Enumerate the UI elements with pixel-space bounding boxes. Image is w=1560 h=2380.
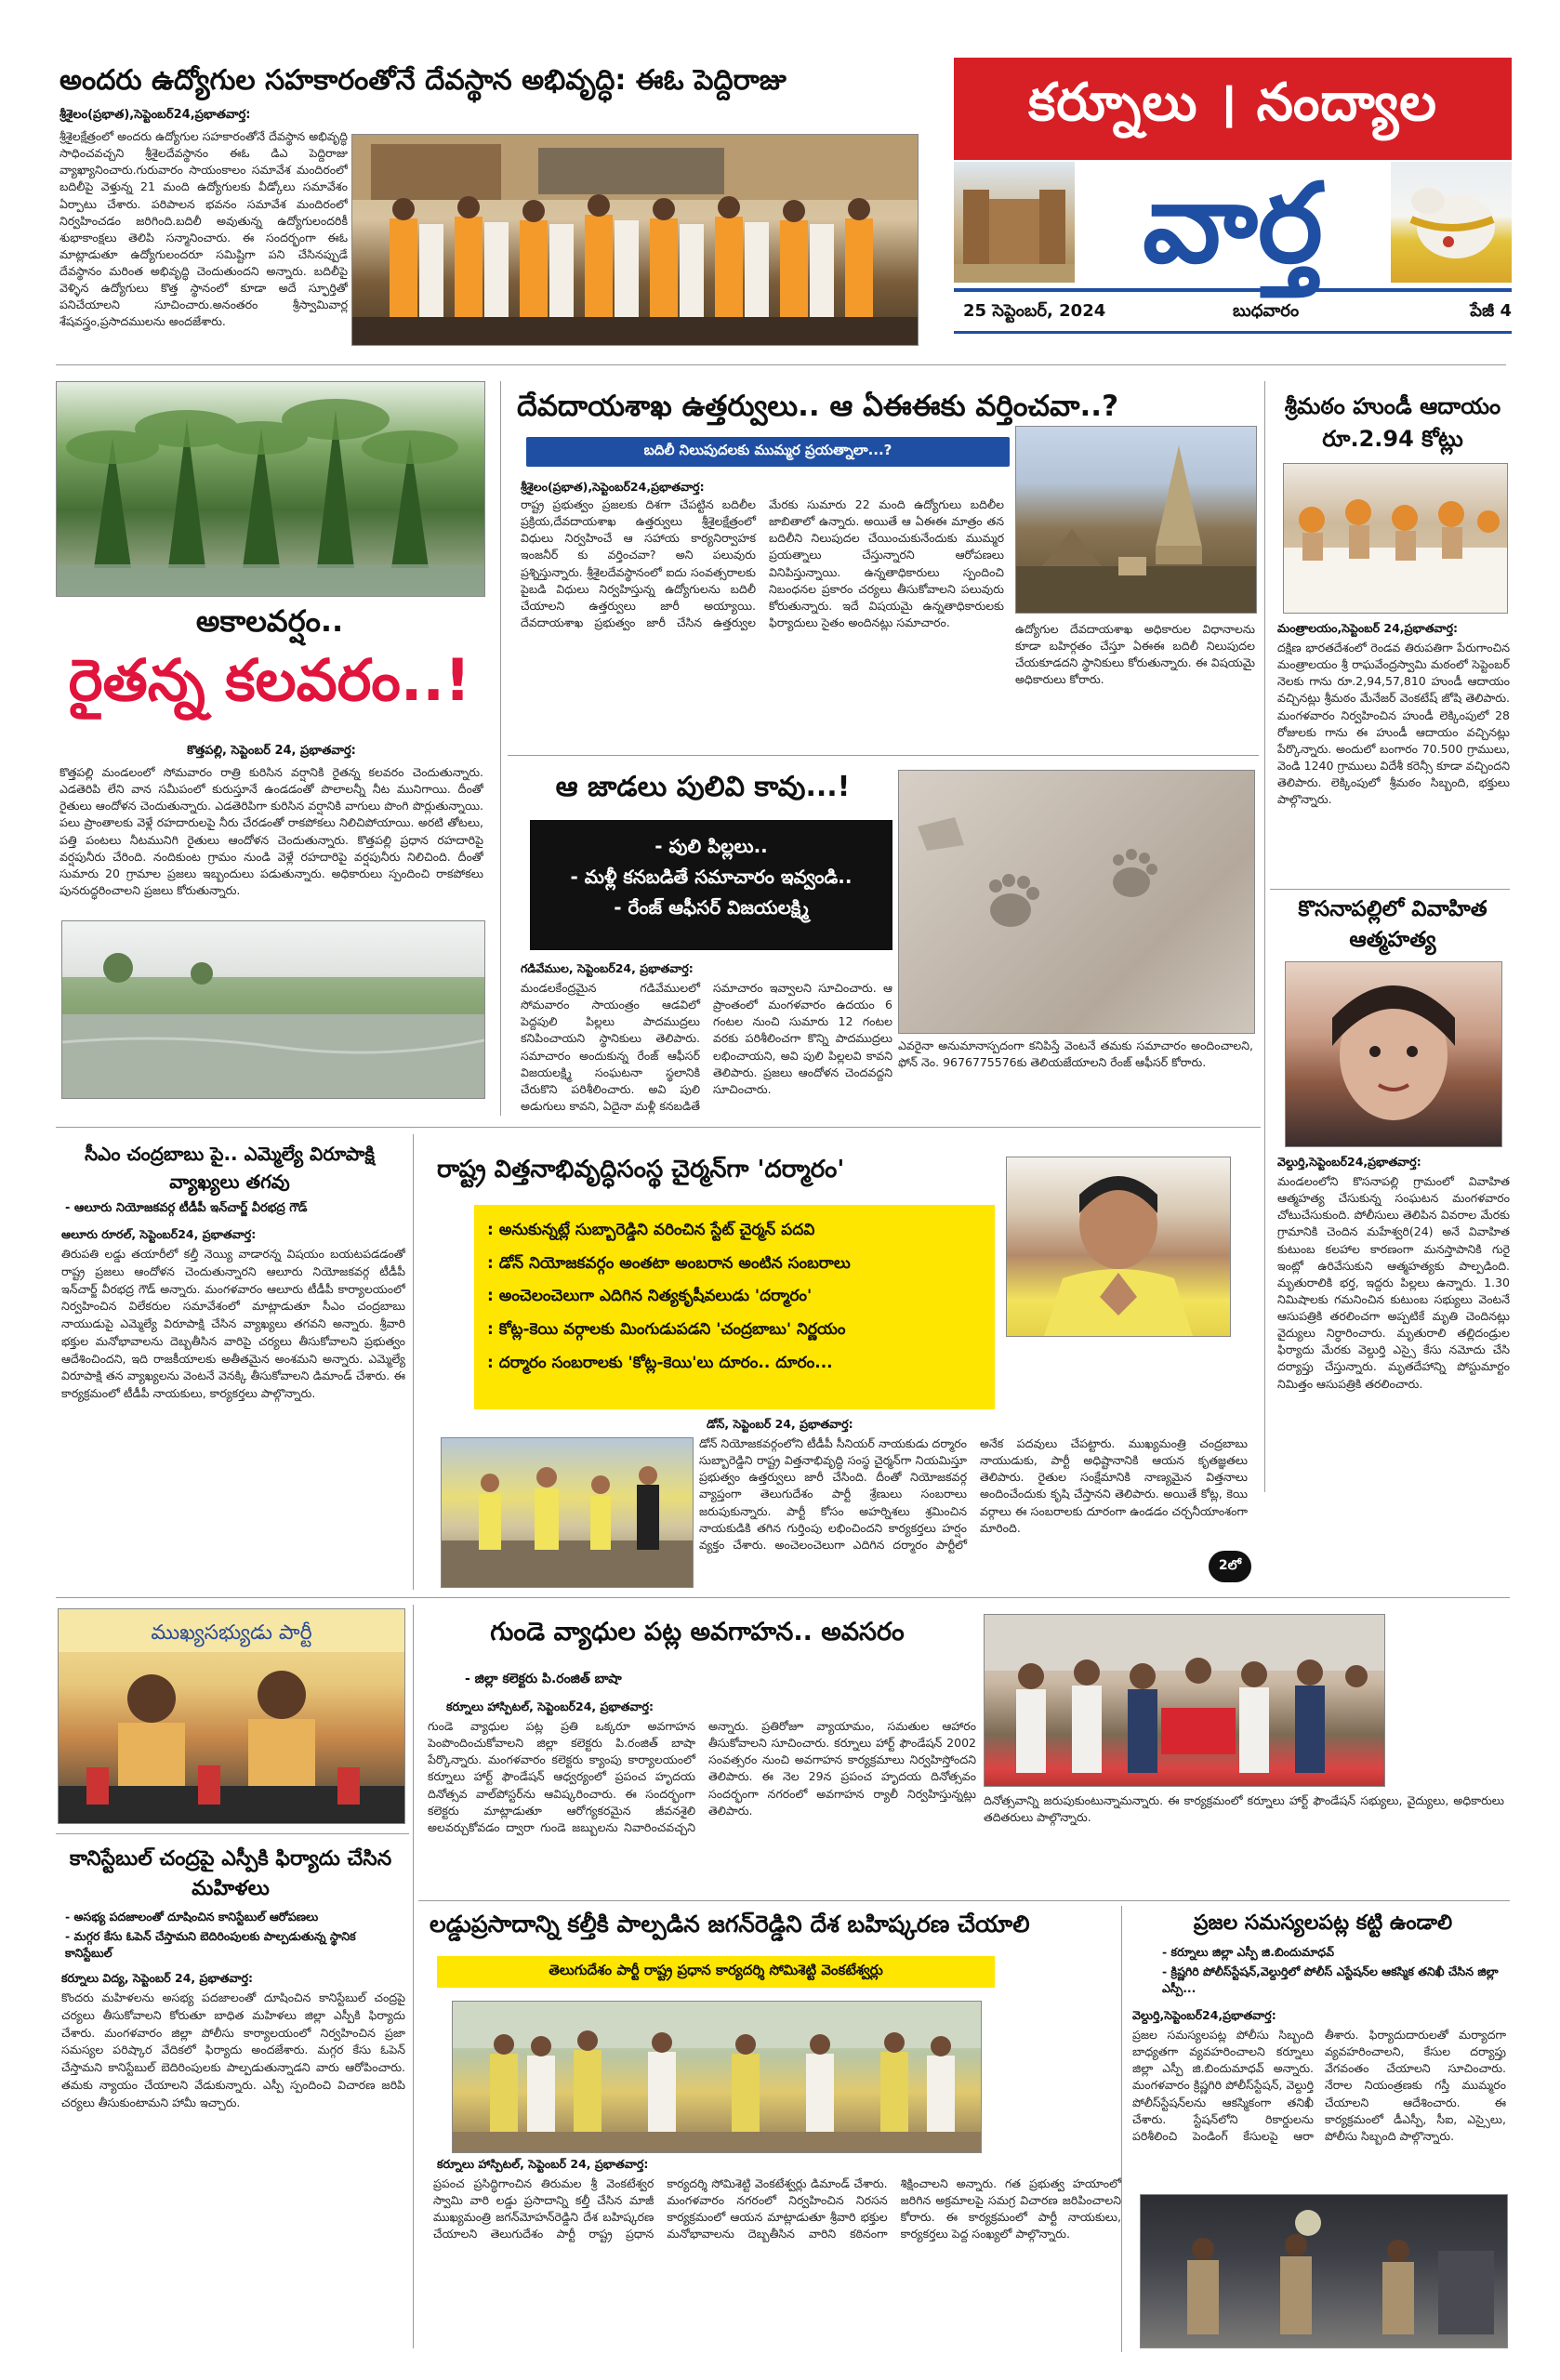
story3-photo-caption: ఉద్యోగుల దేవదాయశాఖ అధికారుల విధానాలను కూడా బహిర్గతం చేస్తూ ఏఈఈ బదిలీ నిలుపుదల చేయకూడదని స్థానికులు కోరుతున్నారు. ఈ విషయమై అధికారులు కోరారు. — [1015, 622, 1255, 687]
story8-highlight-box — [474, 1205, 995, 1409]
story7-subhead: - ఆలూరు నియోజకవర్గ టీడీపీ ఇన్‌చార్జ్ వీరభద్ర గౌడ్ — [65, 1201, 308, 1215]
story8-continued-badge — [1209, 1551, 1251, 1582]
story5-bullet-2: - మళ్లీ కనబడితే సమాచారం ఇవ్వండి.. — [570, 866, 853, 888]
story12-body: ప్రజల సమస్యలపట్ల పోలీసు సిబ్బంది బాధ్యతగా వ్యవహరించాలని కర్నూలు జిల్లా ఎస్పీ జి.బిందుమాధవ్ అన్నారు. మంగళవారం క్రిష్ణగిరి పోలీస్‌స్టేషన్, వెల్దుర్తి పోలీస్‌స్టేషన్‌లను ఆకస్మికంగా తనిఖీ చేశారు. స్టేషన్‌లోని రికార్డులను పరిశీలించి పెండింగ్ కేసులపై ఆరా తీశారు. ఫిర్యాదుదారులతో మర్యాదగా వ్యవహరించాలని, కేసుల దర్యాప్తు వేగవంతం చేయాలని సూచించారు. నేరాల నియంత్రణకు గస్తీ ముమ్మరం చేయాలని ఆదేశించారు. ఈ కార్యక్రమంలో డీఎస్పీ, సీఐ, ఎస్సైలు, పోలీసు సిబ్బంది పాల్గొన్నారు. — [1132, 2028, 1506, 2143]
story8-rally-photo — [441, 1437, 694, 1588]
story5-headline: ఆ జాడలు పులివి కావు...! — [555, 771, 851, 803]
story4-headline: శ్రీమఠం హుండీ ఆదాయం రూ.2.94 కోట్లు — [1284, 393, 1501, 452]
story9-photo-caption: దినోత్సవాన్ని జరుపుకుంటున్నామన్నారు. ఈ కార్యక్రమంలో కర్నూలు హార్ట్ ఫౌండేషన్ సభ్యులు, వైద్యులు, అధికారులు తదితరులు పాల్గొన్నారు. — [984, 1793, 1504, 1825]
masthead-region: కర్నూలు । నంద్యాల — [1028, 72, 1437, 133]
story8-dateline: డోన్, సెప్టెంబర్ 24, ప్రభాతవార్త: — [707, 1417, 853, 1431]
divider — [500, 381, 501, 1116]
story11-headline: లడ్డుప్రసాదాన్ని కల్తీకి పాల్పడిన జగన్‌రెడ్డిని దేశ బహిష్కరణ చేయాలి — [430, 1911, 1030, 1937]
divider — [1121, 1906, 1122, 2352]
divider — [508, 755, 1259, 756]
story5-bullet-3: - రేంజ్ ఆఫీసర్ విజయలక్ష్మి — [614, 896, 809, 919]
divider — [56, 1127, 1261, 1128]
masthead — [954, 58, 1512, 353]
story11-subhead: తెలుగుదేశం పార్టీ రాష్ట్ర ప్రధాన కార్యదర్శి సోమిశెట్టి వెంకటేశ్వర్లు — [549, 1962, 883, 1978]
story10-bullet-2: - మగ్గర కేసు ఓపెన్ చేస్తామని బెదిరింపులకు పాల్పడుతున్న స్థానిక కానిస్టేబుల్ — [65, 1929, 356, 1961]
masthead-date: 25 సెప్టెంబర్, 2024 — [963, 301, 1106, 321]
story5-photo-caption: ఎవరైనా అనుమానాస్పదంగా కనిపిస్తే వెంటనే తమకు సమాచారం అందించాలని, ఫోన్ నెం. 9676775576కు తెలియజేయాలని రేంజ్ ఆఫీసర్ కోరారు. — [898, 1038, 1253, 1070]
story8-highlight-1: : అనుకున్నట్లే సుబ్బారెడ్డిని వరించిన స్టేట్ చైర్మన్ పదవి — [487, 1221, 815, 1239]
story10-bullet-1: - అసభ్య పదజాలంతో దూషించిన కానిస్టేబుల్ ఆరోపణలు — [65, 1910, 319, 1924]
press-meet-photo — [58, 1608, 405, 1824]
story6-body: మండలంలోని కొసనాపల్లి గ్రామంలో వివాహిత ఆత్మహత్య చేసుకున్న సంఘటన మంగళవారం చోటుచేసుకుంది. పోలీసులు తెలిపిన వివరాల మేరకు గ్రామానికి చెందిన మహేశ్వరి(24) అనే వివాహిత కుటుంబ కలహాల కారణంగా మనస్తాపానికి గురై ఇంట్లో ఉరివేసుకుని ఆత్మహత్యకు పాల్పడింది. మృతురాలికి భర్త, ఇద్దరు పిల్లలు ఉన్నారు. 1.30 నిమిషాలకు గమనించిన కుటుంబ సభ్యులు వెంటనే ఆసుపత్రికి తరలించగా అప్పటికే మృతి చెందినట్లు వైద్యులు నిర్ధారించారు. మృతురాలి తల్లిదండ్రుల ఫిర్యాదు మేరకు వెల్దుర్తి ఎస్సై కేసు నమోదు చేసి దర్యాప్తు చేస్తున్నారు. మృతదేహాన్ని పోస్టుమార్టం నిమిత్తం ఆసుపత్రికి తరలించారు. — [1277, 1174, 1510, 1391]
story11-dateline: కర్నూలు హాస్పిటల్, సెప్టెంబర్ 24, ప్రభాతవార్త: — [437, 2157, 649, 2171]
masthead-title: వార్త — [1143, 159, 1323, 287]
story12-bullet-1: - కర్నూలు జిల్లా ఎస్పీ జి.బిందుమాధవ్ — [1162, 1945, 1335, 1959]
divider — [1270, 889, 1510, 890]
story3-dateline: శ్రీశైలం(ప్రభాత),సెప్టెంబర్24,ప్రభాతవార్త: — [521, 480, 705, 494]
story9-poster-launch-photo — [984, 1614, 1385, 1787]
story4-counting-photo — [1283, 463, 1508, 614]
story5-bullet-box — [530, 820, 892, 950]
masthead-blue-rule — [954, 288, 1512, 292]
masthead-fort-illustration — [954, 162, 1075, 283]
story3-temple-photo — [1015, 426, 1257, 614]
story2-headline: రైతన్న కలవరం..! — [68, 646, 471, 714]
story5-dateline: గడివేముల, సెప్టెంబర్24, ప్రభాతవార్త: — [521, 961, 694, 975]
masthead-bottom-rule — [954, 331, 1512, 334]
story1-photo — [351, 134, 919, 346]
story2-body: కొత్తపల్లి మండలంలో సోమవారం రాత్రి కురిసిన వర్షానికి రైతన్న కలవరం చెందుతున్నారు. ఎడతెరిపి లేని వాన సమీపంలో కురుస్తూనే ఉండడంతో పొలాలన్నీ నీట మునిగాయి. దీంతో రైతులు ఆందోళన చెందుతున్నారు. ఎడతెరిపిగా కురిసిన వర్షానికి వాగులు పొంగి పొర్లుతున్నాయి. పలు ప్రాంతాలకు వెళ్లే రహదారులపై నీరు చేరడంతో రాకపోకలు నిలిచిపోయాయి. అరటి తోటలు, పత్తి పంటలు నీటమునిగి రైతులు ఆందోళన చెందుతున్నారు. కొత్తపల్లి ప్రధాన రహదారిపై వర్షపునీరు చేరింది. నందికుంట గ్రామం నుండి వెళ్లే రహదారిపై వర్షపునీరు నిలిచింది. దీంతో సుమారు 20 గ్రామాల ప్రజలు ఇబ్బందులు పడుతున్నారు. అధికారులు స్పందించి రాకపోకలు పునరుద్ధరించాలని ప్రజలు కోరుతున్నారు. — [59, 765, 483, 897]
story2-dateline: కొత్తపల్లి, సెప్టెంబర్ 24, ప్రభాతవార్త: — [187, 744, 356, 758]
story5-footprint-photo — [898, 770, 1255, 1034]
story9-headline: గుండె వ్యాధుల పట్ల అవగాహన.. అవసరం — [490, 1618, 905, 1646]
story7-headline: సీఎం చంద్రబాబు పై.. ఎమ్మెల్యే విరూపాక్షి వ్యాఖ్యలు తగవు — [85, 1143, 375, 1193]
story12-inspection-photo — [1140, 2194, 1508, 2348]
story7-body: తిరుపతి లడ్డు తయారీలో కల్తీ నెయ్యి వాడారన్న విషయం బయటపడడంతో రాష్ట్ర ప్రజలు ఆందోళన చెందుతున్నారని ఆలూరు నియోజకవర్గ టీడీపీ ఇన్‌చార్జ్ వీరభద్ర గౌడ్ అన్నారు. మంగళవారం ఆలూరు టీడీపీ కార్యాలయంలో నిర్వహించిన విలేకరుల సమావేశంలో మాట్లాడుతూ సీఎం చంద్రబాబు నాయుడుపై ఎమ్మెల్యే విరూపాక్షి చేసిన వ్యాఖ్యలు తగవని అన్నారు. శ్రీవారి భక్తుల మనోభావాలను దెబ్బతీసిన వారిపై చర్యలు తీసుకోవాలని ప్రభుత్వం ఆదేశించిందని, ఇది రాజకీయాలకు అతీతమైన అంశమని అన్నారు. ఎమ్మెల్యే విరూపాక్షి తన వ్యాఖ్యలను వెంటనే వెనక్కి తీసుకోవాలని డిమాండ్ చేశారు. ఈ కార్యక్రమంలో టీడీపీ నాయకులు, కార్యకర్తలు పాల్గొన్నారు. — [61, 1247, 405, 1400]
divider — [56, 1833, 409, 1834]
press-meet-banner-text: ముఖ్యసభ్యుడు పార్టీ — [151, 1621, 312, 1645]
story11-body: ప్రపంచ ప్రసిద్ధిగాంచిన తిరుమల శ్రీ వెంకటేశ్వర స్వామి వారి లడ్డు ప్రసాదాన్ని కల్తీ చేసిన మాజీ ముఖ్యమంత్రి జగన్‌మోహన్‌రెడ్డిని దేశ బహిష్కరణ చేయాలని తెలుగుదేశం పార్టీ రాష్ట్ర ప్రధాన కార్యదర్శి సోమిశెట్టి వెంకటేశ్వర్లు డిమాండ్ చేశారు. మంగళవారం నగరంలో నిర్వహించిన నిరసన కార్యక్రమంలో ఆయన మాట్లాడుతూ శ్రీవారి భక్తుల మనోభావాలను దెబ్బతీసిన వారిని కఠినంగా శిక్షించాలని అన్నారు. గత ప్రభుత్వ హయాంలో జరిగిన అక్రమాలపై సమగ్ర విచారణ జరిపించాలని కోరారు. ఈ కార్యక్రమంలో పార్టీ నాయకులు, కార్యకర్తలు పెద్ద సంఖ్యలో పాల్గొన్నారు. — [433, 2176, 1121, 2241]
story6-dateline: వెల్దుర్తి,సెప్టెంబర్24,ప్రభాతవార్త: — [1277, 1155, 1421, 1169]
story3-subhead: బదిలీ నిలుపుదలకు ముమ్మర ప్రయత్నాలా...? — [643, 442, 892, 458]
story5-body: మండలకేంద్రమైన గడివేములలో సోమవారం సాయంత్రం ఆడవిలో పెద్దపులి పిల్లలు పాదముద్రలు కనిపించాయని స్థానికులు తెలిపారు. సమాచారం అందుకున్న రేంజ్ ఆఫీసర్ విజయలక్ష్మి సంఘటనా స్థలానికి చేరుకొని పరిశీలించారు. అవి పులి అడుగులు కావని, ఏదైనా మళ్లీ కనబడితే సమాచారం ఇవ్వాలని సూచించారు. ఆ ప్రాంతంలో మంగళవారం ఉదయం 6 గంటల నుంచి సుమారు 12 గంటల వరకు పరిశీలించగా కొన్ని పాదముద్రలు లభించాయని, అవి పులి పిల్లలవి కావని తెలిపారు. ప్రజలు ఆందోళన చెందవద్దని సూచించారు. — [521, 981, 892, 1113]
divider — [413, 1605, 414, 2348]
story10-body: కొందరు మహిళలను అసభ్య పదజాలంతో దూషించిన కానిస్టేబుల్ చంద్రపై చర్యలు తీసుకోవాలని కోరుతూ బాధిత మహిళలు జిల్లా ఎస్పీకి ఫిర్యాదు చేశారు. మంగళవారం జిల్లా పోలీసు కార్యాలయంలో నిర్వహించిన ప్రజా సమస్యల పరిష్కార వేదికలో ఫిర్యాదు అందజేశారు. మగ్గర కేసు ఓపెన్ చేస్తామని కానిస్టేబుల్ బెదిరింపులకు పాల్పడుతున్నాడని వారు ఆరోపించారు. తమకు న్యాయం చేయాలని వేడుకున్నారు. ఎస్పీ స్పందించి విచారణ జరిపి చర్యలు తీసుకుంటామని హామీ ఇచ్చారు. — [61, 1990, 405, 2109]
story6-portrait-photo — [1285, 961, 1502, 1147]
masthead-weekday: బుధవారం — [1233, 301, 1300, 321]
masthead-page: పేజీ 4 — [1470, 301, 1512, 321]
story1-dateline: శ్రీశైలం(ప్రభాత),సెప్టెంబర్24,ప్రభాతవార్త: — [59, 108, 251, 122]
divider — [413, 1134, 414, 1590]
story2-banana-photo — [56, 381, 485, 597]
story8-headline: రాష్ట్ర విత్తనాభివృద్ధిసంస్థ చైర్మన్‌గా 'దర్మారం' — [437, 1156, 845, 1183]
masthead-region-banner — [954, 58, 1512, 160]
story3-body: రాష్ట్ర ప్రభుత్వం ప్రజలకు దిశగా చేపట్టిన బదిలీల ప్రక్రియ,దేవదాయశాఖ ఉత్తర్వులు శ్రీశైలక్షేత్రంలో విధులు నిర్వహించే ఆ సహాయ కార్యనిర్వాహక ఇంజనీర్ కు వర్తించవా? అని పలువురు ప్రశ్నిస్తున్నారు. శ్రీశైలదేవస్థానంలో ఐదు సంవత్సరాలకు పైబడి విధులు నిర్వహిస్తున్న ఉద్యోగులను బదిలీ చేయాలని ఉత్తర్వులు జారీ అయ్యాయి. దేవదాయశాఖ ప్రభుత్వం జారీ చేసిన ఉత్తర్వుల మేరకు సుమారు 22 మంది ఉద్యోగులు బదిలీల జాబితాలో ఉన్నారు. అయితే ఆ ఏఈఈ మాత్రం తన బదిలీని నిలుపుదల చేయించుకునేందుకు ముమ్మర ప్రయత్నాలు చేస్తున్నారని ఆరోపణలు వినిపిస్తున్నాయి. ఉన్నతాధికారులు స్పందించి నిబంధనల ప్రకారం చర్యలు తీసుకోవాలని పలువురు కోరుతున్నారు. ఇదే విషయమై ఉన్నతాధికారులకు ఫిర్యాదులు సైతం అందినట్లు సమాచారం. — [521, 497, 1004, 629]
story6-headline: కొసనాపల్లిలో వివాహిత ఆత్మహత్య — [1298, 897, 1487, 953]
story12-headline: ప్రజల సమస్యలపట్ల కట్టి ఉండాలి — [1193, 1911, 1453, 1935]
story11-subhead-bar — [437, 1956, 995, 1988]
masthead-nandi-illustration — [1391, 162, 1512, 283]
divider — [56, 1597, 1510, 1598]
story5-bullet-1: - పులి పిల్లలు.. — [654, 835, 768, 857]
story8-highlight-2: : డోన్ నియోజకవర్గం అంతటా అంబరాన అంటిన సంబరాలు — [487, 1253, 851, 1273]
story8-highlight-5: : దర్మారం సంబరాలకు 'కోట్ల-కెయి'లు దూరం.. దూరం... — [487, 1353, 833, 1372]
story8-portrait-photo — [1006, 1157, 1231, 1337]
story12-bullet-2: - క్రిష్ణగిరి పోలీస్‌స్టేషన్,వెల్దుర్తిలో పోలీస్ ఎస్టేషన్‌ల ఆకస్మిక తనిఖీ చేసిన జిల్లా ఎస్పీ... — [1162, 1964, 1499, 1996]
story4-dateline: మంత్రాలయం,సెప్టెంబర్ 24,ప్రభాతవార్త: — [1277, 621, 1459, 635]
divider — [56, 364, 1506, 365]
story9-dateline: కర్నూలు హాస్పిటల్, సెప్టెంబర్24, ప్రభాతవార్త: — [446, 1699, 654, 1713]
story11-protest-photo — [452, 2001, 982, 2153]
story8-body: డోన్ నియోజకవర్గంలోని టీడీపీ సీనియర్ నాయకుడు దర్మారం సుబ్బారెడ్డిని రాష్ట్ర విత్తనాభివృద్ధి సంస్థ చైర్మన్‌గా నియమిస్తూ ప్రభుత్వం ఉత్తర్వులు జారీ చేసింది. దీంతో నియోజకవర్గ వ్యాప్తంగా తెలుగుదేశం పార్టీ శ్రేణులు సంబరాలు జరుపుకున్నారు. పార్టీ కోసం అహర్నిశలు శ్రమించిన నాయకుడికి తగిన గుర్తింపు లభించిందని కార్యకర్తలు హర్షం వ్యక్తం చేశారు. అంచెలంచెలుగా ఎదిగిన దర్మారం పార్టీలో అనేక పదవులు చేపట్టారు. ముఖ్యమంత్రి చంద్రబాబు నాయుడుకు, పార్టీ అధిష్టానానికి ఆయన కృతజ్ఞతలు తెలిపారు. రైతుల సంక్షేమానికి నాణ్యమైన విత్తనాలు అందించేందుకు కృషి చేస్తానని తెలిపారు. అయితే కోట్ల, కెయి వర్గాలు ఈ సంబరాలకు దూరంగా ఉండడం చర్చనీయాంశంగా మారింది. — [699, 1436, 1248, 1552]
story10-dateline: కర్నూలు విద్య, సెప్టెంబర్ 24, ప్రభాతవార్త: — [61, 1971, 254, 1985]
story7-dateline: ఆలూరు రూరల్, సెప్టెంబర్24, ప్రభాతవార్త: — [61, 1227, 257, 1241]
story1-headline: అందరు ఉద్యోగుల సహకారంతోనే దేవస్థాన అభివృద్ధి: ఈఓ పెద్దిరాజు — [59, 64, 787, 97]
story4-body: దక్షిణ భారతదేశంలో రెండవ తిరుపతిగా పేరుగాంచిన మంత్రాలయం శ్రీ రాఘవేంద్రస్వామి మఠంలో సెప్టెంబర్ నెలకు గాను రూ.2,94,57,810 హుండీ ఆదాయం వచ్చినట్లు శ్రీమఠం మేనేజర్ వెంకటేష్ జోషి తెలిపారు. మంగళవారం నిర్వహించిన హుండీ లెక్కింపులో 28 రోజులకు గాను ఈ హుండీ ఆదాయం వచ్చినట్లు పేర్కొన్నారు. అందులో బంగారం 70.500 గ్రాములు, వెండి 1240 గ్రాములు విదేశీ కరెన్సీ కూడా వచ్చిందని తెలిపారు. లెక్కింపులో శ్రీమఠం సిబ్బంది, భక్తులు పాల్గొన్నారు. — [1277, 641, 1510, 807]
story1-body: శ్రీశైలక్షేత్రంలో అందరు ఉద్యోగుల సహకారంతోనే దేవస్థాన అభివృద్ధి సాధించవచ్చని శ్రీశైలదేవస్థానం ఈఓ డిఎ పెద్దిరాజు వ్యాఖ్యానించారు.గురువారం సాయంకాలం సమావేశ మందిరంలో బదిలీపై వెళ్తున్న 21 మంది ఉద్యోగులకు వీడ్కోలు సమావేశం ఏర్పాటు చేశారు. పరిపాలన భవనం సమావేశ మందిరంలో నిర్వహించడం జరిగింది.బదిలీ అవుతున్న ఉద్యోగులందరికీ శుభాకాంక్షలు తెలిపి సన్మానించారు. ఈ సందర్భంగా ఈఓ మాట్లాడుతూ ఉద్యోగులందరూ సమిష్టిగా పని చేసినప్పుడే దేవస్థానం మరింత అభివృద్ధి చెందుతుందని అన్నారు. బదిలీపై వెళ్ళిన ఉద్యోగులు కొత్త స్థానంలో కూడా అదే స్ఫూర్తితో పనిచేయాలని సూచించారు.అనంతరం శ్రీస్వామివార్ల శేషవస్త్రం,ప్రసాదములను అందజేశారు. — [59, 129, 348, 329]
story2-flood-photo — [61, 920, 485, 1099]
story3-subhead-bar — [526, 437, 1010, 467]
story9-body: గుండె వ్యాధుల పట్ల ప్రతి ఒక్కరూ అవగాహన పెంపొందించుకోవాలని జిల్లా కలెక్టరు పి.రంజిత్ బాషా పేర్కొన్నారు. మంగళవారం కలెక్టరు క్యాంపు కార్యాలయంలో కర్నూలు హార్ట్ ఫౌండేషన్ ఆధ్వర్యంలో ప్రపంచ హృదయ దినోత్సవ వాల్‌పోస్టర్‌ను ఆవిష్కరించారు. ఈ సందర్భంగా కలెక్టరు మాట్లాడుతూ ఆరోగ్యకరమైన జీవనశైలి అలవర్చుకోవడం ద్వారా గుండె జబ్బులను నివారించవచ్చని అన్నారు. ప్రతిరోజూ వ్యాయామం, సమతుల ఆహారం తీసుకోవాలని సూచించారు. కర్నూలు హార్ట్ ఫౌండేషన్ 2002 సంవత్సరం నుంచి అవగాహన కార్యక్రమాలు నిర్వహిస్తోందని తెలిపారు. ఈ నెల 29న ప్రపంచ హృదయ దినోత్సవం సందర్భంగా నగరంలో అవగాహన ర్యాలీ నిర్వహిస్తున్నట్లు తెలిపారు. — [428, 1719, 976, 1834]
story2-kicker: అకాలవర్షం.. — [195, 603, 344, 639]
story8-highlight-3: : అంచెలంచెలుగా ఎదిగిన నిత్యకృషీవలుడు 'దర్మారం' — [487, 1287, 813, 1306]
story3-headline: దేవదాయశాఖ ఉత్తర్వులు.. ఆ ఏఈఈకు వర్తించవా..? — [517, 390, 1119, 423]
divider — [1264, 381, 1265, 1492]
story10-headline: కానిస్టేబుల్ చంద్రపై ఎస్పీకి ఫిర్యాదు చేసిన మహిళలు — [69, 1847, 392, 1900]
story12-dateline: వెల్దుర్తి,సెప్టెంబర్24,ప్రభాతవార్త: — [1132, 2008, 1276, 2022]
story8-highlight-4: : కోట్ల-కెయి వర్గాలకు మింగుడుపడని 'చంద్రబాబు' నిర్ణయం — [487, 1320, 846, 1340]
story9-subhead: - జిల్లా కలెక్టరు పి.రంజిత్ బాషా — [465, 1672, 622, 1686]
divider — [418, 1900, 1510, 1901]
story8-continued-badge-text: 2లో — [1218, 1557, 1242, 1573]
